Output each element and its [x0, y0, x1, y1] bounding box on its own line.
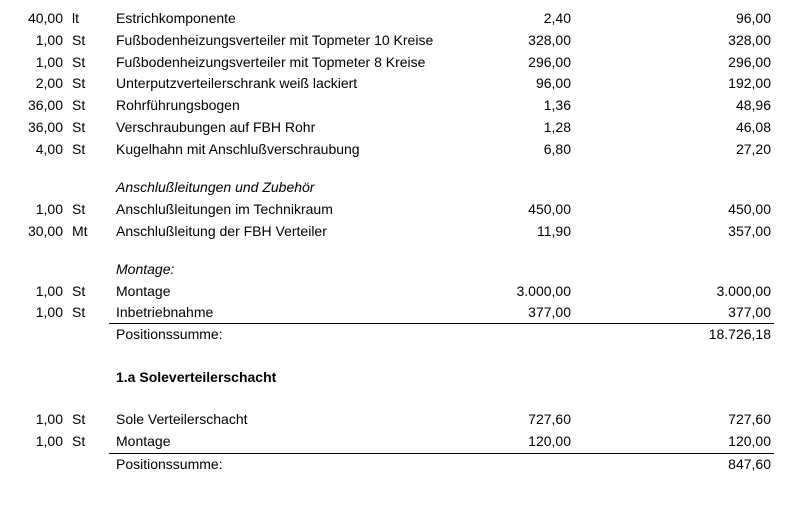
line-item-unit-price: 450,00 [528, 201, 571, 217]
line-item-unit-price: 6,80 [543, 141, 571, 157]
line-item-description: Inbetriebnahme [116, 304, 214, 320]
line-item-total: 296,00 [728, 54, 771, 70]
line-item-total: 48,96 [735, 97, 771, 113]
line-item-unit: St [72, 433, 86, 449]
line-item-quantity: 1,00 [35, 201, 63, 217]
line-item-quantity: 36,00 [27, 119, 63, 135]
line-item-unit-price: 328,00 [528, 32, 571, 48]
line-item-unit: St [72, 54, 86, 70]
line-item-description: Estrichkomponente [116, 10, 236, 26]
section-heading-row [0, 367, 794, 387]
line-item-quantity: 36,00 [27, 97, 63, 113]
line-item-unit: lt [72, 10, 79, 26]
position-sum-label: Positionssumme: [116, 326, 223, 342]
line-item [0, 117, 794, 137]
line-item-total: 96,00 [735, 10, 771, 26]
position-sum-row [0, 454, 794, 474]
line-item [0, 95, 794, 115]
line-item [0, 281, 794, 301]
position-sum-row [0, 324, 794, 344]
line-item [0, 139, 794, 159]
line-item-unit: St [72, 411, 86, 427]
section-title: 1.a Soleverteilerschacht [116, 369, 277, 385]
line-item-description: Fußbodenheizungsverteiler mit Topmeter 8 Kreise [116, 54, 426, 70]
line-item-description: Montage [116, 433, 171, 449]
line-item-description: Montage [116, 283, 171, 299]
line-item-unit-price: 120,00 [528, 433, 571, 449]
section-heading: Anschlußleitungen und Zubehör [116, 179, 315, 195]
line-item-unit-price: 3.000,00 [516, 283, 571, 299]
line-item-total: 377,00 [728, 304, 771, 320]
line-item-quantity: 30,00 [27, 223, 63, 239]
line-item [0, 52, 794, 72]
line-item [0, 221, 794, 241]
line-item [0, 73, 794, 93]
line-item-total: 450,00 [728, 201, 771, 217]
line-item-total: 27,20 [735, 141, 771, 157]
line-item-unit-price: 2,40 [543, 10, 571, 26]
line-item [0, 431, 794, 451]
line-item-quantity: 1,00 [35, 433, 63, 449]
section-heading: Montage: [116, 261, 175, 277]
line-item-quantity: 1,00 [35, 54, 63, 70]
line-item-quantity: 1,00 [35, 304, 63, 320]
line-item-quantity: 1,00 [35, 411, 63, 427]
line-item-unit-price: 96,00 [535, 75, 571, 91]
line-item-unit: St [72, 283, 86, 299]
line-item-description: Sole Verteilerschacht [116, 411, 248, 427]
line-item-unit: St [72, 201, 86, 217]
line-item-unit-price: 296,00 [528, 54, 571, 70]
line-item-description: Verschraubungen auf FBH Rohr [116, 119, 316, 135]
line-item [0, 409, 794, 429]
line-item-unit: St [72, 119, 86, 135]
line-item-total: 328,00 [728, 32, 771, 48]
line-item-total: 357,00 [728, 223, 771, 239]
line-item-unit-price: 727,60 [528, 411, 571, 427]
line-item-description: Rohrführungsbogen [116, 97, 240, 113]
line-item-quantity: 2,00 [35, 75, 63, 91]
line-item-quantity: 4,00 [35, 141, 63, 157]
position-sum-label: Positionssumme: [116, 456, 223, 472]
line-item-unit: St [72, 141, 86, 157]
line-item-unit-price: 1,28 [543, 119, 571, 135]
line-item-unit: St [72, 97, 86, 113]
line-item-quantity: 40,00 [27, 10, 63, 26]
line-item-description: Anschlußleitungen im Technikraum [116, 201, 333, 217]
line-item-total: 3.000,00 [716, 283, 771, 299]
line-item-unit: St [72, 75, 86, 91]
line-item [0, 8, 794, 28]
line-item-total: 192,00 [728, 75, 771, 91]
line-item-total: 727,60 [728, 411, 771, 427]
line-item [0, 199, 794, 219]
line-item-description: Anschlußleitung der FBH Verteiler [116, 223, 327, 239]
line-item-unit: St [72, 304, 86, 320]
line-item-description: Kugelhahn mit Anschlußverschraubung [116, 141, 360, 157]
line-item-quantity: 1,00 [35, 283, 63, 299]
section-heading-row [0, 259, 794, 279]
section-heading-row [0, 177, 794, 197]
line-item-quantity: 1,00 [35, 32, 63, 48]
line-item [0, 30, 794, 50]
line-item-description: Unterputzverteilerschrank weiß lackiert [116, 75, 358, 91]
line-item-description: Fußbodenheizungsverteiler mit Topmeter 10 Kreise [116, 32, 434, 48]
line-item-unit: Mt [72, 223, 88, 239]
line-item-unit: St [72, 32, 86, 48]
line-item-total: 46,08 [735, 119, 771, 135]
line-item-unit-price: 11,90 [537, 223, 571, 239]
position-sum-value: 847,60 [728, 456, 771, 472]
line-item [0, 302, 794, 322]
position-sum-value: 18.726,18 [708, 326, 771, 342]
line-item-total: 120,00 [728, 433, 771, 449]
line-item-unit-price: 1,36 [543, 97, 571, 113]
line-item-unit-price: 377,00 [528, 304, 571, 320]
